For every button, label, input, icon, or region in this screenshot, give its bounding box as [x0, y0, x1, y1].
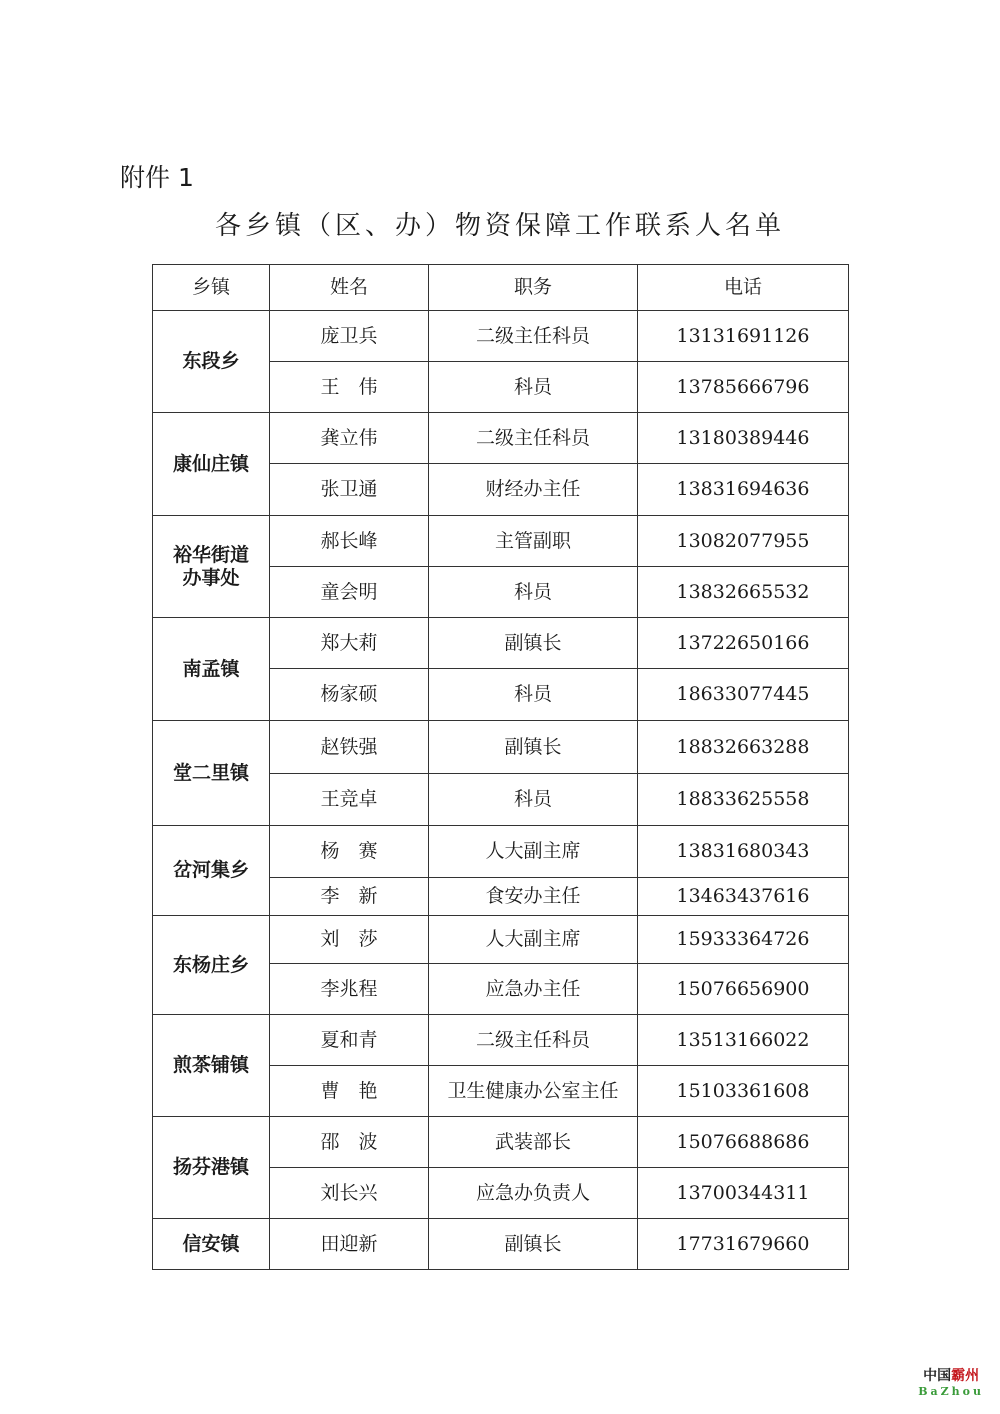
phone-cell: 13082077955: [638, 516, 849, 567]
phone-cell: 18833625558: [638, 774, 849, 826]
position-cell: 应急办负责人: [429, 1168, 638, 1219]
phone-cell: 13831680343: [638, 826, 849, 878]
name-cell: 王竞卓: [270, 774, 429, 826]
phone-cell: 15076688686: [638, 1117, 849, 1168]
position-cell: 财经办主任: [429, 464, 638, 516]
header-name: 姓名: [270, 265, 429, 311]
watermark-cn: [918, 1365, 984, 1385]
phone-cell: 13513166022: [638, 1015, 849, 1066]
table-row: [153, 916, 849, 964]
watermark-en: BaZhou: [918, 1385, 984, 1398]
town-cell: 岔河集乡: [153, 826, 270, 916]
position-cell: 副镇长: [429, 721, 638, 774]
phone-cell: 13832665532: [638, 567, 849, 618]
phone-cell: 13722650166: [638, 618, 849, 669]
phone-cell: 13180389446: [638, 413, 849, 464]
phone-cell: 18832663288: [638, 721, 849, 774]
position-cell: 二级主任科员: [429, 1015, 638, 1066]
watermark-cn-name: 霸州: [951, 1368, 980, 1384]
table-row: [153, 1117, 849, 1168]
phone-cell: 13785666796: [638, 362, 849, 413]
name-cell: 郝长峰: [270, 516, 429, 567]
position-cell: 二级主任科员: [429, 413, 638, 464]
position-cell: 副镇长: [429, 1219, 638, 1270]
name-cell: 夏和青: [270, 1015, 429, 1066]
name-cell: 郑大莉: [270, 618, 429, 669]
table-row: [153, 721, 849, 774]
phone-cell: 13131691126: [638, 311, 849, 362]
name-cell: 邵 波: [270, 1117, 429, 1168]
table-row: [153, 311, 849, 362]
phone-cell: 17731679660: [638, 1219, 849, 1270]
position-cell: 人大副主席: [429, 916, 638, 964]
contact-table: [152, 264, 849, 1270]
header-position: 职务: [429, 265, 638, 311]
position-cell: 应急办主任: [429, 964, 638, 1015]
phone-cell: 13831694636: [638, 464, 849, 516]
name-cell: 童会明: [270, 567, 429, 618]
name-cell: 刘 莎: [270, 916, 429, 964]
name-cell: 田迎新: [270, 1219, 429, 1270]
position-cell: 食安办主任: [429, 878, 638, 916]
phone-cell: 15076656900: [638, 964, 849, 1015]
name-cell: 庞卫兵: [270, 311, 429, 362]
name-cell: 杨 赛: [270, 826, 429, 878]
position-cell: 科员: [429, 669, 638, 721]
phone-cell: 13463437616: [638, 878, 849, 916]
town-cell-text: 裕华街道办事处: [172, 543, 249, 589]
town-cell: 扬芬港镇: [153, 1117, 270, 1219]
phone-cell: 13700344311: [638, 1168, 849, 1219]
table-row: [153, 1219, 849, 1270]
position-cell: 武装部长: [429, 1117, 638, 1168]
table-header-row: [153, 265, 849, 311]
phone-cell: 18633077445: [638, 669, 849, 721]
position-cell: 人大副主席: [429, 826, 638, 878]
name-cell: 杨家硕: [270, 669, 429, 721]
table-row: [153, 1015, 849, 1066]
name-cell: 赵铁强: [270, 721, 429, 774]
document-title: 各乡镇（区、办）物资保障工作联系人名单: [214, 211, 785, 241]
position-cell: 科员: [429, 774, 638, 826]
phone-cell: 15933364726: [638, 916, 849, 964]
position-cell: 科员: [429, 567, 638, 618]
watermark-cn-prefix: 中国: [923, 1368, 952, 1384]
table-row: [153, 413, 849, 464]
town-cell: 东段乡: [153, 311, 270, 413]
name-cell: 王 伟: [270, 362, 429, 413]
position-cell: 科员: [429, 362, 638, 413]
town-cell: 康仙庄镇: [153, 413, 270, 516]
name-cell: 李 新: [270, 878, 429, 916]
header-phone: 电话: [638, 265, 849, 311]
table-body: [153, 311, 849, 1270]
name-cell: 曹 艳: [270, 1066, 429, 1117]
town-cell: 信安镇: [153, 1219, 270, 1270]
town-cell: [153, 516, 270, 618]
name-cell: 龚立伟: [270, 413, 429, 464]
position-cell: 二级主任科员: [429, 311, 638, 362]
table-row: [153, 618, 849, 669]
position-cell: 副镇长: [429, 618, 638, 669]
town-cell: 南孟镇: [153, 618, 270, 721]
header-town: 乡镇: [153, 265, 270, 311]
position-cell: 主管副职: [429, 516, 638, 567]
name-cell: 刘长兴: [270, 1168, 429, 1219]
name-cell: 张卫通: [270, 464, 429, 516]
attachment-label: 附件 1: [120, 163, 194, 192]
table-row: [153, 516, 849, 567]
phone-cell: 15103361608: [638, 1066, 849, 1117]
site-watermark-logo: [918, 1365, 984, 1398]
town-cell: 堂二里镇: [153, 721, 270, 826]
town-cell: 东杨庄乡: [153, 916, 270, 1015]
name-cell: 李兆程: [270, 964, 429, 1015]
town-cell: 煎茶铺镇: [153, 1015, 270, 1117]
position-cell: 卫生健康办公室主任: [429, 1066, 638, 1117]
table-row: [153, 826, 849, 878]
